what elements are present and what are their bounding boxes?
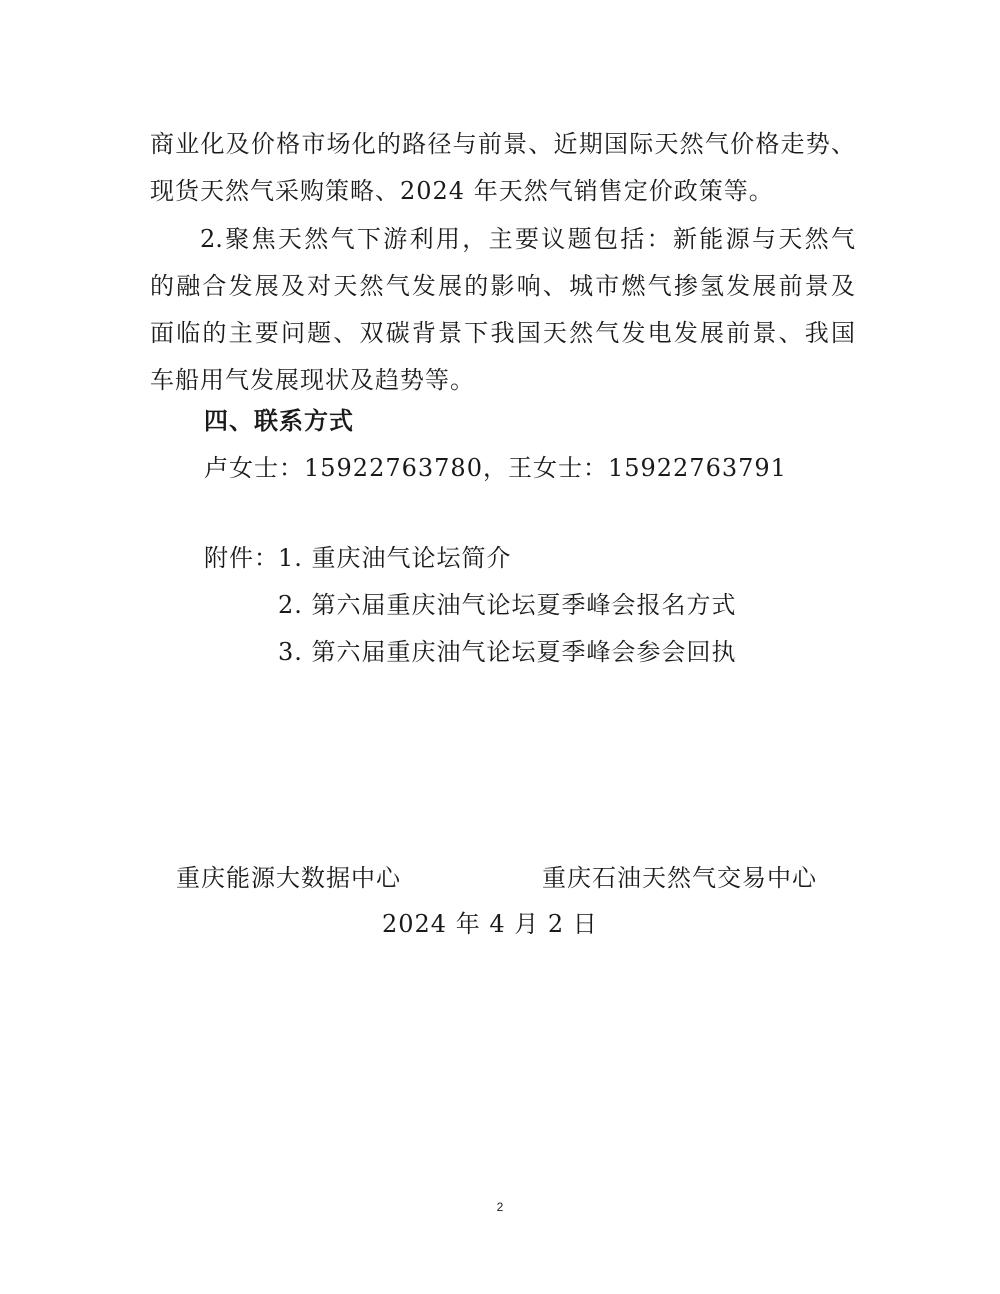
para1-line-1: 商业化及价格市场化的路径与前景、近期国际天然气价格走势、: [150, 130, 855, 158]
attachment-item-1: 1. 重庆油气论坛简介: [278, 544, 512, 572]
signature-org-2: 重庆石油天然气交易中心: [542, 864, 817, 892]
contact-heading: 四、联系方式: [204, 407, 354, 435]
attachments-label: 附件：: [204, 544, 279, 572]
para2-line-1: 2.聚焦天然气下游利用，主要议题包括：新能源与天然气: [200, 225, 855, 253]
para2-line-4: 车船用气发展现状及趋势等。: [150, 366, 475, 394]
contact-line: 卢女士：15922763780，王女士：15922763791: [204, 454, 787, 482]
signature-org-1: 重庆能源大数据中心: [176, 864, 401, 892]
attachment-item-3: 3. 第六届重庆油气论坛夏季峰会参会回执: [278, 638, 737, 666]
para1-line-2: 现货天然气采购策略、2024 年天然气销售定价政策等。: [150, 177, 774, 205]
attachment-item-2: 2. 第六届重庆油气论坛夏季峰会报名方式: [278, 591, 737, 619]
para2-line-2: 的融合发展及对天然气发展的影响、城市燃气掺氢发展前景及: [150, 272, 855, 300]
signature-date: 2024 年 4 月 2 日: [382, 910, 598, 938]
page-number: 2: [496, 1200, 504, 1214]
para2-line-3: 面临的主要问题、双碳背景下我国天然气发电发展前景、我国: [150, 319, 855, 347]
